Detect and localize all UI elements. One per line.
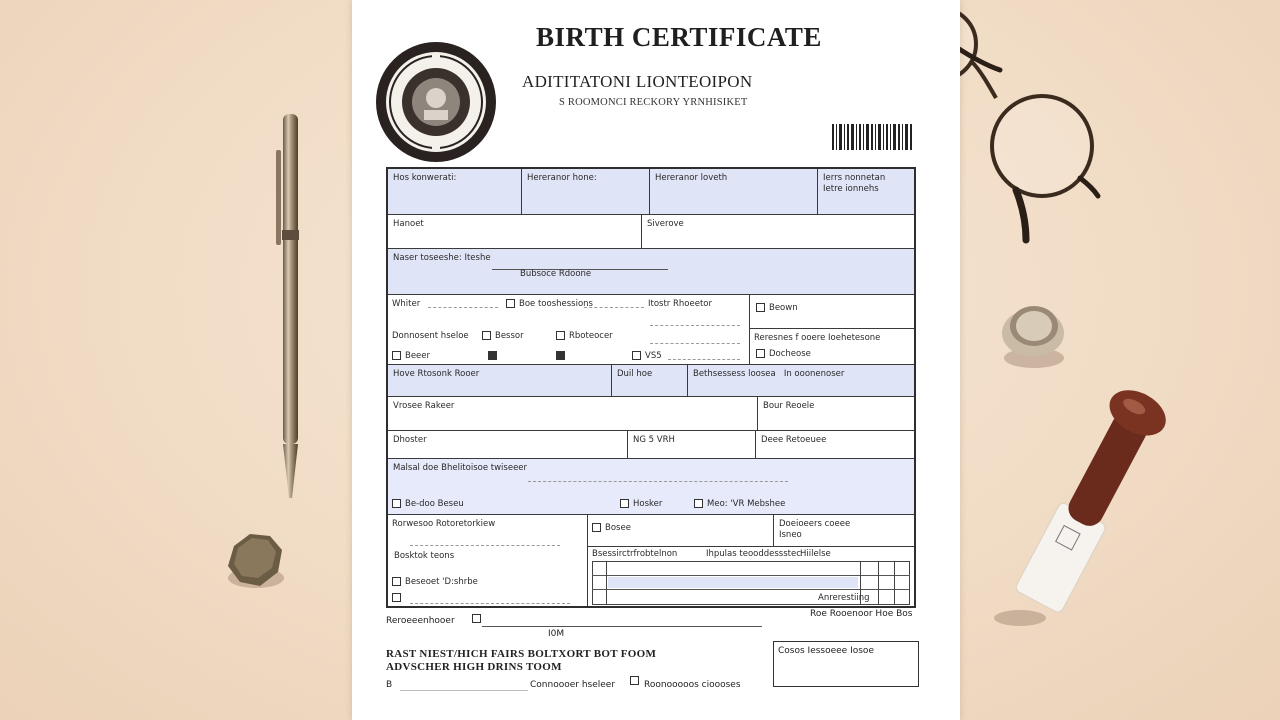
footer-checkbox[interactable] xyxy=(630,676,643,686)
form-field[interactable]: Beown xyxy=(750,295,914,329)
footer-line: ADVSCHER HIGH DRINS TOOM xyxy=(386,661,562,673)
birth-certificate-paper xyxy=(352,0,960,720)
form-section: Rorwesoo Rotoretorkiew Bosktok teons Beseoet 'D:shrbe xyxy=(388,515,588,606)
form-field[interactable]: Bosee xyxy=(588,515,774,547)
form-field[interactable]: Bethsessess loosea In ooonenoser xyxy=(688,365,914,397)
form-field[interactable]: Doeioeers coeee Isneo xyxy=(774,515,914,547)
checkbox[interactable] xyxy=(756,303,765,312)
checkbox[interactable] xyxy=(592,523,601,532)
pen xyxy=(270,110,310,505)
metal-weight xyxy=(220,528,290,594)
checkbox[interactable] xyxy=(556,331,565,340)
checkbox-checked[interactable] xyxy=(556,351,565,360)
rubber-stamp xyxy=(980,380,1180,630)
form-table: Bsessirctrfrobtelnon Ihpulas teooddessstec Hiilelse Anrerestiing xyxy=(588,547,914,606)
ink-bottle-cap xyxy=(994,296,1074,376)
form-field[interactable]: NG 5 VRH xyxy=(628,431,756,459)
checkbox[interactable] xyxy=(392,499,401,508)
footer-checkbox[interactable] xyxy=(472,614,485,624)
form-field[interactable]: Siverove xyxy=(642,215,914,249)
form-field[interactable]: Vrosee Rakeer xyxy=(388,397,758,431)
form-field[interactable]: Dhoster xyxy=(388,431,628,459)
document-subheading: S ROOMONCI RECKORY YRNHISIKET xyxy=(559,97,748,108)
checkbox[interactable] xyxy=(756,349,765,358)
signature-box[interactable]: Cosos Iessoeee Iosoe xyxy=(773,641,919,687)
footer-line: Connoooer hseleer xyxy=(530,680,616,690)
certificate-form: Hos konwerati: Hereranor hone: Hereranor loveth Ierrs nonnetan Ietre ionnehs Hanoet Siverove Naser toseeshe: Iteshe Bubsoce Rdoone Whiter Boe tooshessions Donnosent hseloe Bessor Rboteocer Beeer VS5 Beown Reresnes f ooere Ioehetesone Docheose Itostr Rhoeetor Hove Rtosonk Rooer Duil hoe Bethsessess loosea In ooonenoser Vrosee Rakeer Bour Reoele Dhoster NG 5 VRH Deee Retoeuee Malsal doe Bhelitoisoe twiseeer Be-doo Beseu Hosker Meo: 'VR Mebshee Rorwesoo Rotoretorkiew Bosktok teons Beseoet 'D:shrbe Bosee Doeioeers coeee Isneo Bsessirctrfrobtelnon Ihpulas teooddessstec Hiilelse Anrerestiing xyxy=(386,167,916,608)
footer-label: Reroeeenhooer xyxy=(386,616,455,626)
footer-line: RAST NIEST/HICH FAIRS BOLTXORT BOT FOOM xyxy=(386,648,657,660)
checkbox[interactable] xyxy=(482,331,491,340)
footer-line: Roonooooos cioooses xyxy=(644,680,741,690)
form-field[interactable]: Reresnes f ooere Ioehetesone Docheose xyxy=(750,329,914,365)
form-field[interactable]: Deee Retoeuee xyxy=(756,431,914,459)
form-field[interactable]: Hereranor loveth xyxy=(650,169,818,215)
barcode-icon xyxy=(832,124,914,150)
document-subtitle: ADITITATONI LIONTEOIPON xyxy=(522,72,753,91)
form-field[interactable]: Naser toseeshe: Iteshe Bubsoce Rdoone xyxy=(388,249,914,295)
form-field[interactable]: Malsal doe Bhelitoisoe twiseeer Be-doo Beseu Hosker Meo: 'VR Mebshee xyxy=(388,459,914,515)
checkbox[interactable] xyxy=(620,499,629,508)
footer-label: I0M xyxy=(548,629,565,639)
checkbox[interactable] xyxy=(392,351,401,360)
form-field[interactable]: Hereranor hone: xyxy=(522,169,650,215)
checkbox[interactable] xyxy=(392,577,401,586)
checkbox[interactable] xyxy=(506,299,515,308)
form-section: Whiter Boe tooshessions Donnosent hseloe Bessor Rboteocer Beeer VS5 xyxy=(388,295,750,365)
official-seal-icon xyxy=(374,40,498,164)
footer-stamp-label: Roe Rooenoor Hoe Bos xyxy=(810,609,913,619)
form-field[interactable]: Ierrs nonnetan Ietre ionnehs xyxy=(818,169,914,215)
checkbox[interactable] xyxy=(694,499,703,508)
form-field[interactable]: Bour Reoele xyxy=(758,397,914,431)
checkbox-checked[interactable] xyxy=(488,351,497,360)
form-field[interactable]: Duil hoe xyxy=(612,365,688,397)
footer-line: B xyxy=(386,680,398,690)
checkbox[interactable] xyxy=(392,593,401,602)
form-field[interactable]: Hove Rtosonk Rooer xyxy=(388,365,612,397)
checkbox[interactable] xyxy=(632,351,641,360)
form-field[interactable]: Hanoet xyxy=(388,215,642,249)
document-title: BIRTH CERTIFICATE xyxy=(536,22,822,52)
form-field[interactable]: Hos konwerati: xyxy=(388,169,522,215)
